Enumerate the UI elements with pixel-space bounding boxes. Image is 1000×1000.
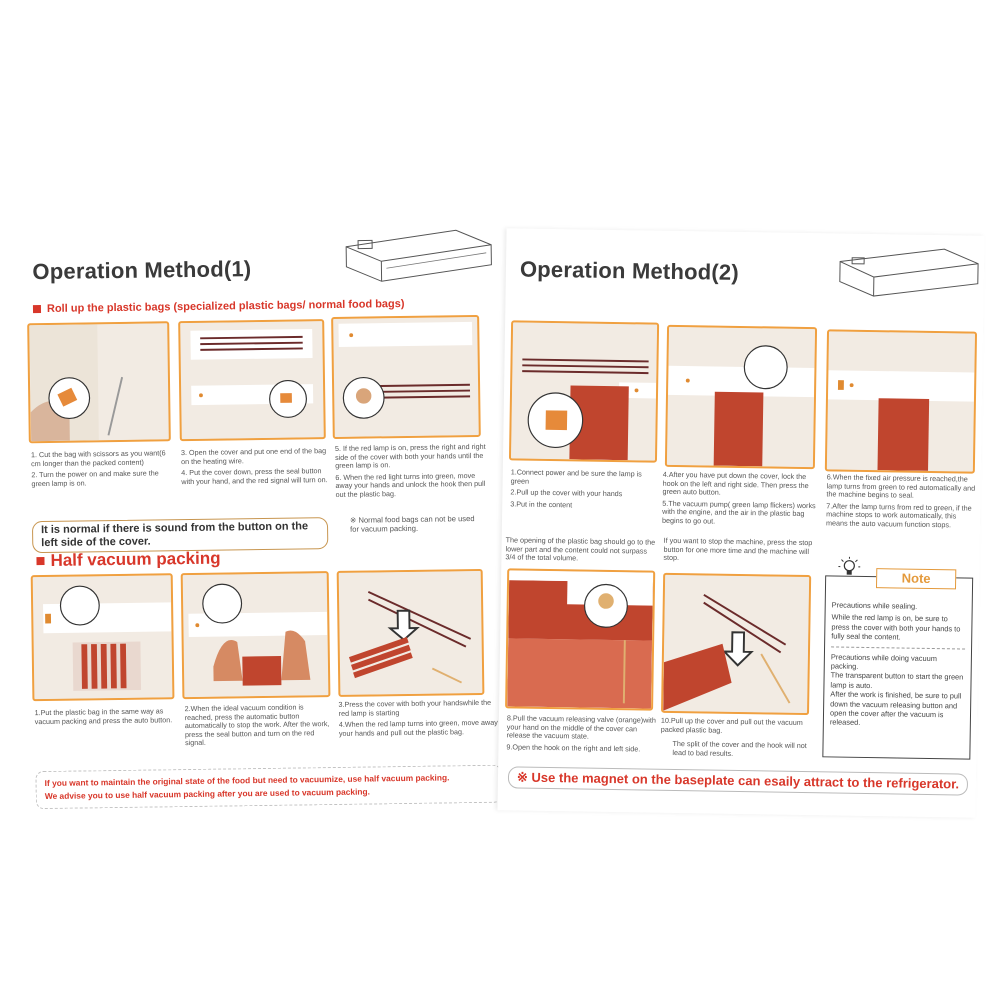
sound-notice: It is normal if there is sound from the button on the left side of the cover. <box>32 517 328 553</box>
step-image-seal <box>825 329 977 473</box>
step-9: 9.Open the hook on the right and left side. <box>506 742 641 754</box>
section-heading-text: Half vacuum packing <box>50 548 221 570</box>
section-heading-roll-up <box>33 298 405 315</box>
step-3: 3. Open the cover and put one end of the bag on the heating wire. <box>180 446 327 466</box>
half-vacuum-image-1 <box>31 573 175 701</box>
step-image-connect-power <box>509 320 659 462</box>
step-text-col1 <box>31 449 177 491</box>
step-text-row2-col2 <box>660 717 817 763</box>
note-body <box>830 600 966 729</box>
step-3: 3.Put in the content <box>510 499 573 510</box>
step-image-release-valve <box>505 568 655 710</box>
half-vacuum-step-text-1 <box>35 707 175 729</box>
half-vacuum-step-text-2 <box>185 703 334 751</box>
hv-step-1: 1.Put the plastic bag in the same way as vacuum packing and press the auto button. <box>34 706 173 726</box>
normal-bags-note: ※ Normal food bags can not be used for vacuum packing. <box>349 514 475 534</box>
step-text-col3 <box>826 473 977 533</box>
step-image-open-cover <box>178 319 326 441</box>
warning-line-2: We advise you to use half vacuum packing after you are used to vacuum packing. <box>44 786 370 802</box>
step-image-lock-hook <box>665 325 817 469</box>
step-6: 6.When the fixed air pressure is reached,the lamp turns from green to red automatically and the machine begins to seal. <box>826 472 976 500</box>
opening-note: The opening of the plastic bag should go to the lower part and the content could not surpass 3/4 of the total volume. <box>505 535 656 563</box>
step-5: 5.The vacuum pump( green lamp flickers) works with the engine, and the air in the plastic bag begins to go out. <box>661 498 816 526</box>
note-sealing-text: While the red lamp is on, be sure to press the cover with both your hands to fully seal the content. <box>831 612 961 642</box>
heading-square-icon <box>36 557 44 565</box>
note-sealing-title: Precautions while sealing. <box>831 600 918 611</box>
step-text-col2 <box>662 471 823 531</box>
hv-step-2: 2.When the ideal vacuum condition is reached, press the automatic button automatically to stop the work. After the work, press the seal button and turn on the red signal. <box>184 702 330 748</box>
step-2: 2. Turn the power on and make sure the green lamp is on. <box>31 468 159 488</box>
step-text-col1 <box>510 468 661 514</box>
step-image-press-cover <box>331 315 481 439</box>
step-image-pull-out-bag <box>661 573 811 715</box>
sealer-machine-illustration <box>336 225 495 287</box>
step-2: 2.Pull up the cover with your hands <box>510 487 623 499</box>
step-image-cut-bag <box>27 321 171 443</box>
lightbulb-icon <box>838 557 860 579</box>
half-vacuum-warning <box>35 765 501 810</box>
hv-step-3: 3.Press the cover with both your handswhile the red lamp is starting <box>338 697 492 718</box>
right-page <box>497 228 984 817</box>
warning-line-1: If you want to maintain the original state of the food but need to vacuumize, use half vacuum packing. <box>44 772 450 789</box>
step-1: 1. Cut the bag with scissors as you want(6 cm longer than the packed content) <box>30 448 166 468</box>
step-1: 1.Connect power and be sure the lamp is green <box>510 467 642 486</box>
note-box <box>822 570 973 759</box>
note-vacuum-text-2: After the work is finished, be sure to pull down the vacuum releasing button and open the cover after the vacuum is released. <box>829 689 962 728</box>
half-vacuum-image-3 <box>337 569 485 697</box>
step-10: 10.Pull up the cover and pull out the vacuum packed plastic bag. <box>660 715 803 735</box>
sealer-machine-illustration <box>832 239 983 301</box>
note-vacuum-title: Precautions while doing vacuum packing. <box>830 652 937 671</box>
page-title: Operation Method(1) <box>32 256 252 285</box>
note-vacuum-text-1: The transparent button to start the green lamp is auto. <box>830 670 964 690</box>
step-text-row2-col1 <box>506 714 657 757</box>
half-vacuum-image-2 <box>181 571 331 699</box>
note-divider <box>831 646 965 649</box>
half-vacuum-step-text-3 <box>338 699 499 742</box>
hv-step-4: 4.When the red lamp turns into green, move away your hands and pull out the plastic bag. <box>338 717 498 738</box>
step-4: 4.After you have put down the cover, lock the hook on the left and right side. Then press the green auto button. <box>662 469 809 497</box>
step-text-col2 <box>181 447 332 489</box>
heading-square-icon <box>33 305 41 313</box>
page-title: Operation Method(2) <box>519 256 740 285</box>
section-heading-text: Roll up the plastic bags (specialized plastic bags/ normal food bags) <box>46 297 405 315</box>
section-heading-half-vacuum <box>36 549 220 572</box>
step-4: 4. Put the cover down, press the seal button with your hand, and the red signal will turn on. <box>181 466 328 486</box>
left-page <box>18 225 504 824</box>
split-note: The split of the cover and the hook will not lead to bad results. <box>672 739 807 758</box>
step-text-col3 <box>335 443 488 503</box>
stop-note: If you want to stop the machine, press the stop button for one more time and the machine will stop. <box>663 535 813 563</box>
step-7: 7.After the lamp turns from red to green, if the machine stops to work automatically, this means the auto vacuum function stops. <box>825 501 972 530</box>
step-8: 8.Pull the vacuum releasing valve (orange)with your hand on the middle of the cover can release the vacuum state. <box>506 713 656 741</box>
step-6: 6. When the red light turns into green, move away your hands and unlock the hook then pull out the plastic bag. <box>335 470 486 499</box>
magnet-banner: ※ Use the magnet on the baseplate can esaily attract to the refrigerator. <box>508 766 968 795</box>
note-heading: Note <box>876 568 956 589</box>
step-5: 5. If the red lamp is on, press the right and right side of the cover with both your hands until the green lamp is on. <box>334 441 486 471</box>
